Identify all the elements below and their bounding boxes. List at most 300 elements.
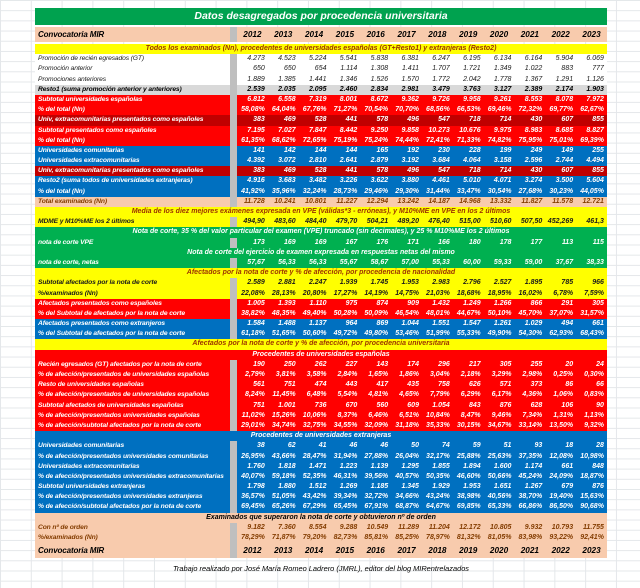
- value-cell: 250: [283, 360, 296, 368]
- value-cell: 1.903: [586, 85, 604, 93]
- value-cell: 13.242: [397, 197, 419, 205]
- value-cell: 6,46%: [368, 411, 389, 419]
- year-cell: 2013: [274, 30, 293, 39]
- value-cell: 2.641: [339, 157, 358, 165]
- value-cell: 38: [257, 442, 265, 450]
- value-cell: 21,03%: [426, 289, 450, 297]
- value-cell: 48,35%: [271, 309, 296, 317]
- value-cell: 37,07%: [549, 309, 574, 317]
- year-cell: 2021: [520, 30, 539, 39]
- value-cell: 9.288: [339, 523, 358, 531]
- value-cell: 843: [468, 401, 481, 409]
- value-cell: 5.224: [308, 55, 327, 63]
- value-cell: 9.182: [247, 523, 265, 531]
- value-cell: 2.596: [524, 157, 543, 165]
- value-cell: 8.553: [524, 95, 543, 103]
- value-cell: 1.471: [308, 462, 327, 470]
- value-cell: 93: [534, 442, 543, 450]
- value-cell: 67,29%: [302, 503, 327, 511]
- value-cell: 66,86%: [518, 503, 543, 511]
- value-cell: 41: [318, 442, 327, 450]
- value-cell: 5.010: [463, 177, 481, 185]
- value-cell: 13.332: [490, 197, 512, 205]
- value-cell: 62: [287, 442, 296, 450]
- value-cell: 578: [376, 116, 389, 124]
- value-cell: 2.389: [524, 85, 543, 93]
- value-cell: 2.881: [278, 279, 296, 287]
- value-cell: 20: [565, 360, 574, 368]
- value-cell: 1.266: [493, 299, 512, 307]
- convocatoria-label: Convocatoria MIR: [38, 30, 105, 39]
- value-cell: 1.005: [247, 299, 265, 307]
- value-cell: 165: [376, 146, 389, 154]
- value-cell: 55,33%: [456, 330, 481, 338]
- value-cell: 66,53%: [456, 106, 481, 114]
- value-cell: 38,82%: [241, 309, 265, 317]
- separator-cell: [230, 299, 237, 309]
- value-cell: 30,23%: [549, 187, 574, 195]
- value-cell: 7.319: [308, 95, 327, 103]
- value-cell: 78,97%: [426, 534, 450, 541]
- value-cell: 36,57%: [241, 493, 265, 501]
- value-cell: 18,68%: [456, 289, 481, 297]
- value-cell: 6,29%: [460, 391, 481, 399]
- value-cell: 85,81%: [364, 534, 389, 541]
- table-row: [35, 75, 607, 85]
- value-cell: 1,65%: [368, 371, 389, 378]
- value-cell: 43,24%: [426, 493, 450, 501]
- value-cell: 751: [253, 401, 265, 409]
- value-cell: 32,24%: [302, 187, 327, 195]
- value-cell: 528: [314, 116, 327, 124]
- row-label: Univ, extracomunitarias presentados como españoles: [38, 167, 204, 175]
- value-cell: 51: [503, 442, 512, 450]
- value-cell: 34,66%: [395, 493, 419, 501]
- value-cell: 6.134: [493, 55, 512, 63]
- value-cell: 10.801: [305, 197, 327, 205]
- value-cell: 12,08%: [549, 452, 574, 460]
- year-cell: 2014: [304, 30, 324, 39]
- value-cell: 1.953: [401, 279, 419, 287]
- value-cell: 61,35%: [241, 136, 265, 144]
- value-cell: 74,82%: [487, 136, 512, 144]
- table-row: [35, 85, 607, 95]
- value-cell: 227: [345, 360, 358, 368]
- value-cell: 909: [407, 299, 419, 307]
- value-cell: 443: [345, 381, 358, 389]
- value-cell: 515,00: [459, 218, 481, 226]
- year-cell: 2019: [459, 546, 478, 556]
- value-cell: 59,33: [493, 258, 512, 266]
- value-cell: 504,21: [366, 218, 389, 226]
- separator-cell: [230, 146, 237, 156]
- value-cell: 441: [345, 116, 358, 124]
- section-header: Procedentes de universidades extranjeras: [35, 431, 607, 441]
- table-row: [35, 492, 607, 502]
- separator-cell: [230, 492, 237, 502]
- table-row: [35, 146, 607, 156]
- value-cell: 483,60: [274, 218, 296, 226]
- value-cell: 45,70%: [518, 309, 543, 317]
- value-cell: 3.684: [432, 157, 450, 165]
- value-cell: 7,79%: [429, 391, 450, 399]
- value-cell: 476,40: [428, 218, 450, 226]
- value-cell: 35,96%: [271, 187, 296, 195]
- value-cell: 3.158: [493, 157, 512, 165]
- value-cell: 1.600: [493, 462, 512, 470]
- value-cell: 11.728: [243, 197, 265, 205]
- value-cell: 5,54%: [337, 391, 358, 399]
- value-cell: 1.367: [524, 75, 543, 83]
- row-label: %/examinados (Nn): [38, 534, 98, 541]
- value-cell: 4.064: [463, 157, 481, 165]
- section-header: Todos los examinados (Nn), procedentes de universidades españolas (GT+Resto1) y extranjeras (Resto2): [35, 44, 607, 54]
- value-cell: 10.793: [551, 523, 574, 531]
- value-cell: 28,47%: [302, 452, 327, 460]
- value-cell: 115: [592, 238, 604, 246]
- value-cell: 2.879: [370, 157, 389, 165]
- table-row: [35, 533, 607, 543]
- value-cell: 528: [314, 167, 327, 175]
- value-cell: 3,29%: [491, 371, 512, 378]
- value-cell: 55,67: [339, 258, 358, 266]
- year-cell: 2018: [428, 30, 447, 39]
- value-cell: 9.932: [524, 523, 543, 531]
- value-cell: 2.983: [432, 279, 450, 287]
- value-cell: 50,10%: [487, 309, 512, 317]
- value-cell: 9.362: [401, 95, 419, 103]
- value-cell: 5.541: [339, 55, 358, 63]
- value-cell: 2,79%: [244, 371, 265, 378]
- value-cell: 51,99%: [426, 330, 450, 338]
- value-cell: 9.250: [370, 126, 389, 134]
- value-cell: 1.745: [370, 279, 389, 287]
- value-cell: 14,19%: [364, 289, 389, 297]
- value-cell: 11.204: [428, 523, 450, 531]
- value-cell: 6.164: [524, 55, 543, 63]
- value-cell: 3,81%: [275, 371, 296, 378]
- row-label: %/examinados (Nn): [38, 289, 98, 297]
- value-cell: 7,59%: [584, 289, 604, 297]
- row-label: Afectados presentados como extranjeros: [38, 320, 166, 328]
- value-cell: 40,07%: [241, 472, 265, 480]
- value-cell: 10.805: [490, 523, 512, 531]
- value-cell: 113: [561, 238, 574, 246]
- value-cell: 6.069: [586, 55, 604, 63]
- value-cell: 51,05%: [271, 493, 296, 501]
- value-cell: 2.247: [308, 279, 327, 287]
- value-cell: 1.044: [401, 320, 419, 328]
- value-cell: 3,04%: [429, 371, 450, 378]
- value-cell: 51,65%: [271, 330, 296, 338]
- value-cell: 6.558: [278, 95, 296, 103]
- value-cell: 57,00: [401, 258, 419, 266]
- value-cell: 1.778: [493, 75, 512, 83]
- value-cell: 1.345: [401, 483, 419, 491]
- value-cell: 1.267: [524, 483, 543, 491]
- value-cell: 8.442: [339, 126, 358, 134]
- separator-cell: [230, 482, 237, 492]
- row-label: Univ, extracomunitarias presentados como españoles: [38, 116, 204, 124]
- value-cell: 1.798: [247, 483, 265, 491]
- value-cell: 714: [499, 167, 512, 175]
- section-header: Procedentes de universidades españolas: [35, 350, 607, 360]
- value-cell: 1.551: [432, 320, 450, 328]
- value-cell: 6.812: [247, 95, 265, 103]
- value-cell: 8.827: [586, 126, 604, 134]
- value-cell: 34,55%: [333, 421, 358, 429]
- value-cell: 8,24%: [244, 391, 265, 399]
- value-cell: 15,26%: [271, 411, 296, 419]
- value-cell: 3.274: [524, 177, 543, 185]
- row-label: Subtotal afectados de universidades españolas: [38, 401, 184, 409]
- value-cell: 609: [407, 401, 419, 409]
- separator-cell: [230, 217, 237, 227]
- separator-cell: [230, 105, 237, 115]
- row-label: % del total (Nn): [38, 106, 85, 114]
- year-header-row: [35, 543, 607, 558]
- table-row: [35, 115, 607, 125]
- value-cell: 1.441: [308, 75, 327, 83]
- row-label: Promoción anterior: [38, 65, 93, 73]
- value-cell: 1.889: [247, 75, 265, 83]
- value-cell: 49,80%: [364, 330, 389, 338]
- value-cell: 736: [314, 401, 327, 409]
- value-cell: 0,30%: [584, 371, 604, 378]
- value-cell: 64,04%: [271, 106, 296, 114]
- value-cell: 75,95%: [518, 136, 543, 144]
- value-cell: 1.584: [247, 320, 265, 328]
- value-cell: 3.500: [555, 177, 574, 185]
- year-cell: 2020: [489, 546, 509, 556]
- row-label: Subtotal universidades extranjeras: [38, 483, 146, 491]
- row-label: % del total (Nn): [38, 187, 85, 195]
- value-cell: 31,44%: [426, 187, 450, 195]
- value-cell: 18,87%: [580, 472, 604, 480]
- value-cell: 560: [376, 401, 389, 409]
- separator-cell: [230, 278, 237, 288]
- value-cell: 230: [438, 146, 450, 154]
- table-row: [35, 176, 607, 186]
- value-cell: 7.847: [308, 126, 327, 134]
- separator-cell: [230, 380, 237, 390]
- year-cell: 2014: [304, 546, 324, 556]
- table-row: [35, 441, 607, 451]
- value-cell: 3.192: [401, 157, 419, 165]
- separator-cell: [230, 64, 237, 74]
- row-label: % de afección/subtotal afectados por la nota de corte: [38, 421, 202, 429]
- value-cell: 7.972: [586, 95, 604, 103]
- value-cell: 1.269: [339, 483, 358, 491]
- table-row: [35, 278, 607, 288]
- value-cell: 18,95%: [487, 289, 512, 297]
- value-cell: 13,50%: [549, 421, 574, 429]
- value-cell: 56,33: [308, 258, 327, 266]
- value-cell: 11.578: [552, 197, 574, 205]
- value-cell: 1.855: [432, 462, 450, 470]
- year-header-top: [35, 27, 607, 42]
- value-cell: 22,08%: [241, 289, 265, 297]
- value-cell: 75,01%: [549, 136, 574, 144]
- row-label: Afectados presentados como españoles: [38, 299, 162, 307]
- value-cell: 38,33: [586, 258, 604, 266]
- value-cell: 15,63%: [580, 493, 604, 501]
- row-label: Subtotal afectados por la nota de corte: [38, 279, 158, 287]
- value-cell: 58,67: [370, 258, 389, 266]
- value-cell: 1.432: [432, 299, 450, 307]
- value-cell: 5.838: [370, 55, 389, 63]
- value-cell: 28,73%: [333, 187, 358, 195]
- value-cell: 14.187: [428, 197, 450, 205]
- value-cell: 46,60%: [456, 472, 481, 480]
- value-cell: 50,66%: [487, 472, 512, 480]
- value-cell: 71,87%: [271, 534, 296, 541]
- section-header: Media de los diez mejores exámenes expresada en VPE (válidas*3 - erróneas), y M10%ME en VPE en los 2 últimos: [35, 207, 607, 217]
- value-cell: 28: [596, 442, 604, 450]
- value-cell: 43,66%: [271, 452, 296, 460]
- year-cell: 2015: [335, 546, 354, 556]
- table-row: [35, 401, 607, 411]
- row-label: Subtotal universidades españolas: [38, 95, 143, 103]
- value-cell: 964: [345, 320, 358, 328]
- year-cell: 2017: [397, 546, 416, 556]
- value-cell: 37,67: [555, 258, 574, 266]
- value-cell: 10,98%: [580, 452, 604, 460]
- value-cell: 883: [561, 65, 574, 73]
- value-cell: 3.880: [401, 177, 419, 185]
- value-cell: 8,37%: [337, 411, 358, 419]
- value-cell: 2.810: [308, 157, 327, 165]
- table-row: [35, 64, 607, 74]
- value-cell: 718: [468, 167, 481, 175]
- value-cell: 32,75%: [302, 421, 327, 429]
- value-cell: 26,04%: [395, 452, 419, 460]
- table-row: [35, 309, 607, 319]
- value-cell: 71,27%: [333, 106, 358, 114]
- value-cell: 75,19%: [333, 136, 358, 144]
- value-cell: 661: [561, 462, 574, 470]
- value-cell: 1.185: [370, 483, 389, 491]
- value-cell: 670: [345, 401, 358, 409]
- value-cell: 2.095: [308, 85, 327, 93]
- value-cell: 60,00: [463, 258, 481, 266]
- value-cell: 55,33: [432, 258, 450, 266]
- value-cell: 876: [592, 483, 604, 491]
- value-cell: 2.834: [370, 85, 389, 93]
- value-cell: 3,58%: [306, 371, 327, 378]
- value-cell: 430: [530, 116, 543, 124]
- table-row: [35, 472, 607, 482]
- row-label: % de afección/subtotal afectados por la nota de corte: [38, 503, 202, 511]
- value-cell: 1.346: [339, 75, 358, 83]
- separator-cell: [230, 136, 237, 146]
- value-cell: 6,48%: [306, 391, 327, 399]
- separator-cell: [230, 75, 237, 85]
- value-cell: 11.227: [336, 197, 358, 205]
- value-cell: 1.054: [432, 401, 450, 409]
- year-cell: 2023: [582, 30, 601, 39]
- value-cell: 751: [283, 381, 296, 389]
- value-cell: 7.360: [278, 523, 296, 531]
- table-row: [35, 360, 607, 370]
- value-cell: 578: [376, 167, 389, 175]
- value-cell: 9.975: [493, 126, 512, 134]
- value-cell: 1.818: [278, 462, 296, 470]
- value-cell: 6.247: [432, 55, 450, 63]
- value-cell: 53,46%: [395, 330, 419, 338]
- row-label: Universidades comunitarias: [38, 146, 125, 154]
- separator-cell: [230, 27, 237, 42]
- value-cell: 383: [253, 116, 265, 124]
- table-row: [35, 329, 607, 339]
- table-body: [35, 44, 607, 543]
- value-cell: 50,35%: [426, 472, 450, 480]
- value-cell: 561: [253, 381, 265, 389]
- value-cell: 169: [283, 238, 296, 246]
- value-cell: 441: [345, 167, 358, 175]
- row-label: Promoción de recién egresados (GT): [38, 55, 144, 63]
- value-cell: 32,09%: [364, 421, 389, 429]
- table-row: [35, 319, 607, 329]
- value-cell: 7.027: [278, 126, 296, 134]
- value-cell: 607: [561, 116, 574, 124]
- value-cell: 484,40: [305, 218, 327, 226]
- footer-credit: Trabajo realizado por José María Romeo Ladrero (JMRL), editor del blog MIRentrelazados: [172, 564, 470, 574]
- year-header-bottom: [35, 543, 607, 558]
- value-cell: 4.916: [247, 177, 265, 185]
- value-cell: 4,36%: [522, 391, 543, 399]
- row-label: Universidades extracomunitarias: [38, 462, 140, 470]
- separator-cell: [230, 421, 237, 431]
- separator-cell: [230, 176, 237, 186]
- value-cell: 777: [592, 65, 604, 73]
- value-cell: 141: [253, 146, 265, 154]
- separator-cell: [230, 523, 237, 533]
- value-cell: 1.772: [432, 75, 450, 83]
- value-cell: 69,46%: [487, 106, 512, 114]
- value-cell: 143: [376, 360, 389, 368]
- value-cell: 74,44%: [395, 136, 419, 144]
- row-label: Universidades extracomunitarias: [38, 157, 140, 165]
- value-cell: 0,83%: [584, 391, 604, 399]
- separator-cell: [230, 95, 237, 105]
- separator-cell: [230, 441, 237, 451]
- value-cell: 32,17%: [426, 452, 450, 460]
- value-cell: 169: [314, 238, 327, 246]
- value-cell: 40,56%: [487, 493, 512, 501]
- value-cell: 1.137: [308, 320, 327, 328]
- value-cell: 90,68%: [580, 503, 604, 511]
- value-cell: 2.042: [463, 75, 481, 83]
- value-cell: 49,40%: [302, 309, 327, 317]
- value-cell: 3.683: [278, 177, 296, 185]
- value-cell: 10,06%: [302, 411, 327, 419]
- value-cell: 12.294: [366, 197, 389, 205]
- value-cell: 1.022: [524, 65, 543, 73]
- row-label: nota de corte, netas: [38, 258, 99, 266]
- value-cell: 144: [345, 146, 358, 154]
- value-cell: 4.273: [247, 55, 265, 63]
- value-cell: 29,46%: [364, 187, 389, 195]
- value-cell: 1.707: [432, 65, 450, 73]
- value-cell: 9,46%: [491, 411, 512, 419]
- value-cell: 1.760: [247, 462, 265, 470]
- value-cell: 68,43%: [580, 330, 604, 338]
- value-cell: 1,31%: [553, 411, 574, 419]
- value-cell: 78,29%: [241, 534, 265, 541]
- value-cell: 1.126: [586, 75, 604, 83]
- value-cell: 58,08%: [241, 106, 265, 114]
